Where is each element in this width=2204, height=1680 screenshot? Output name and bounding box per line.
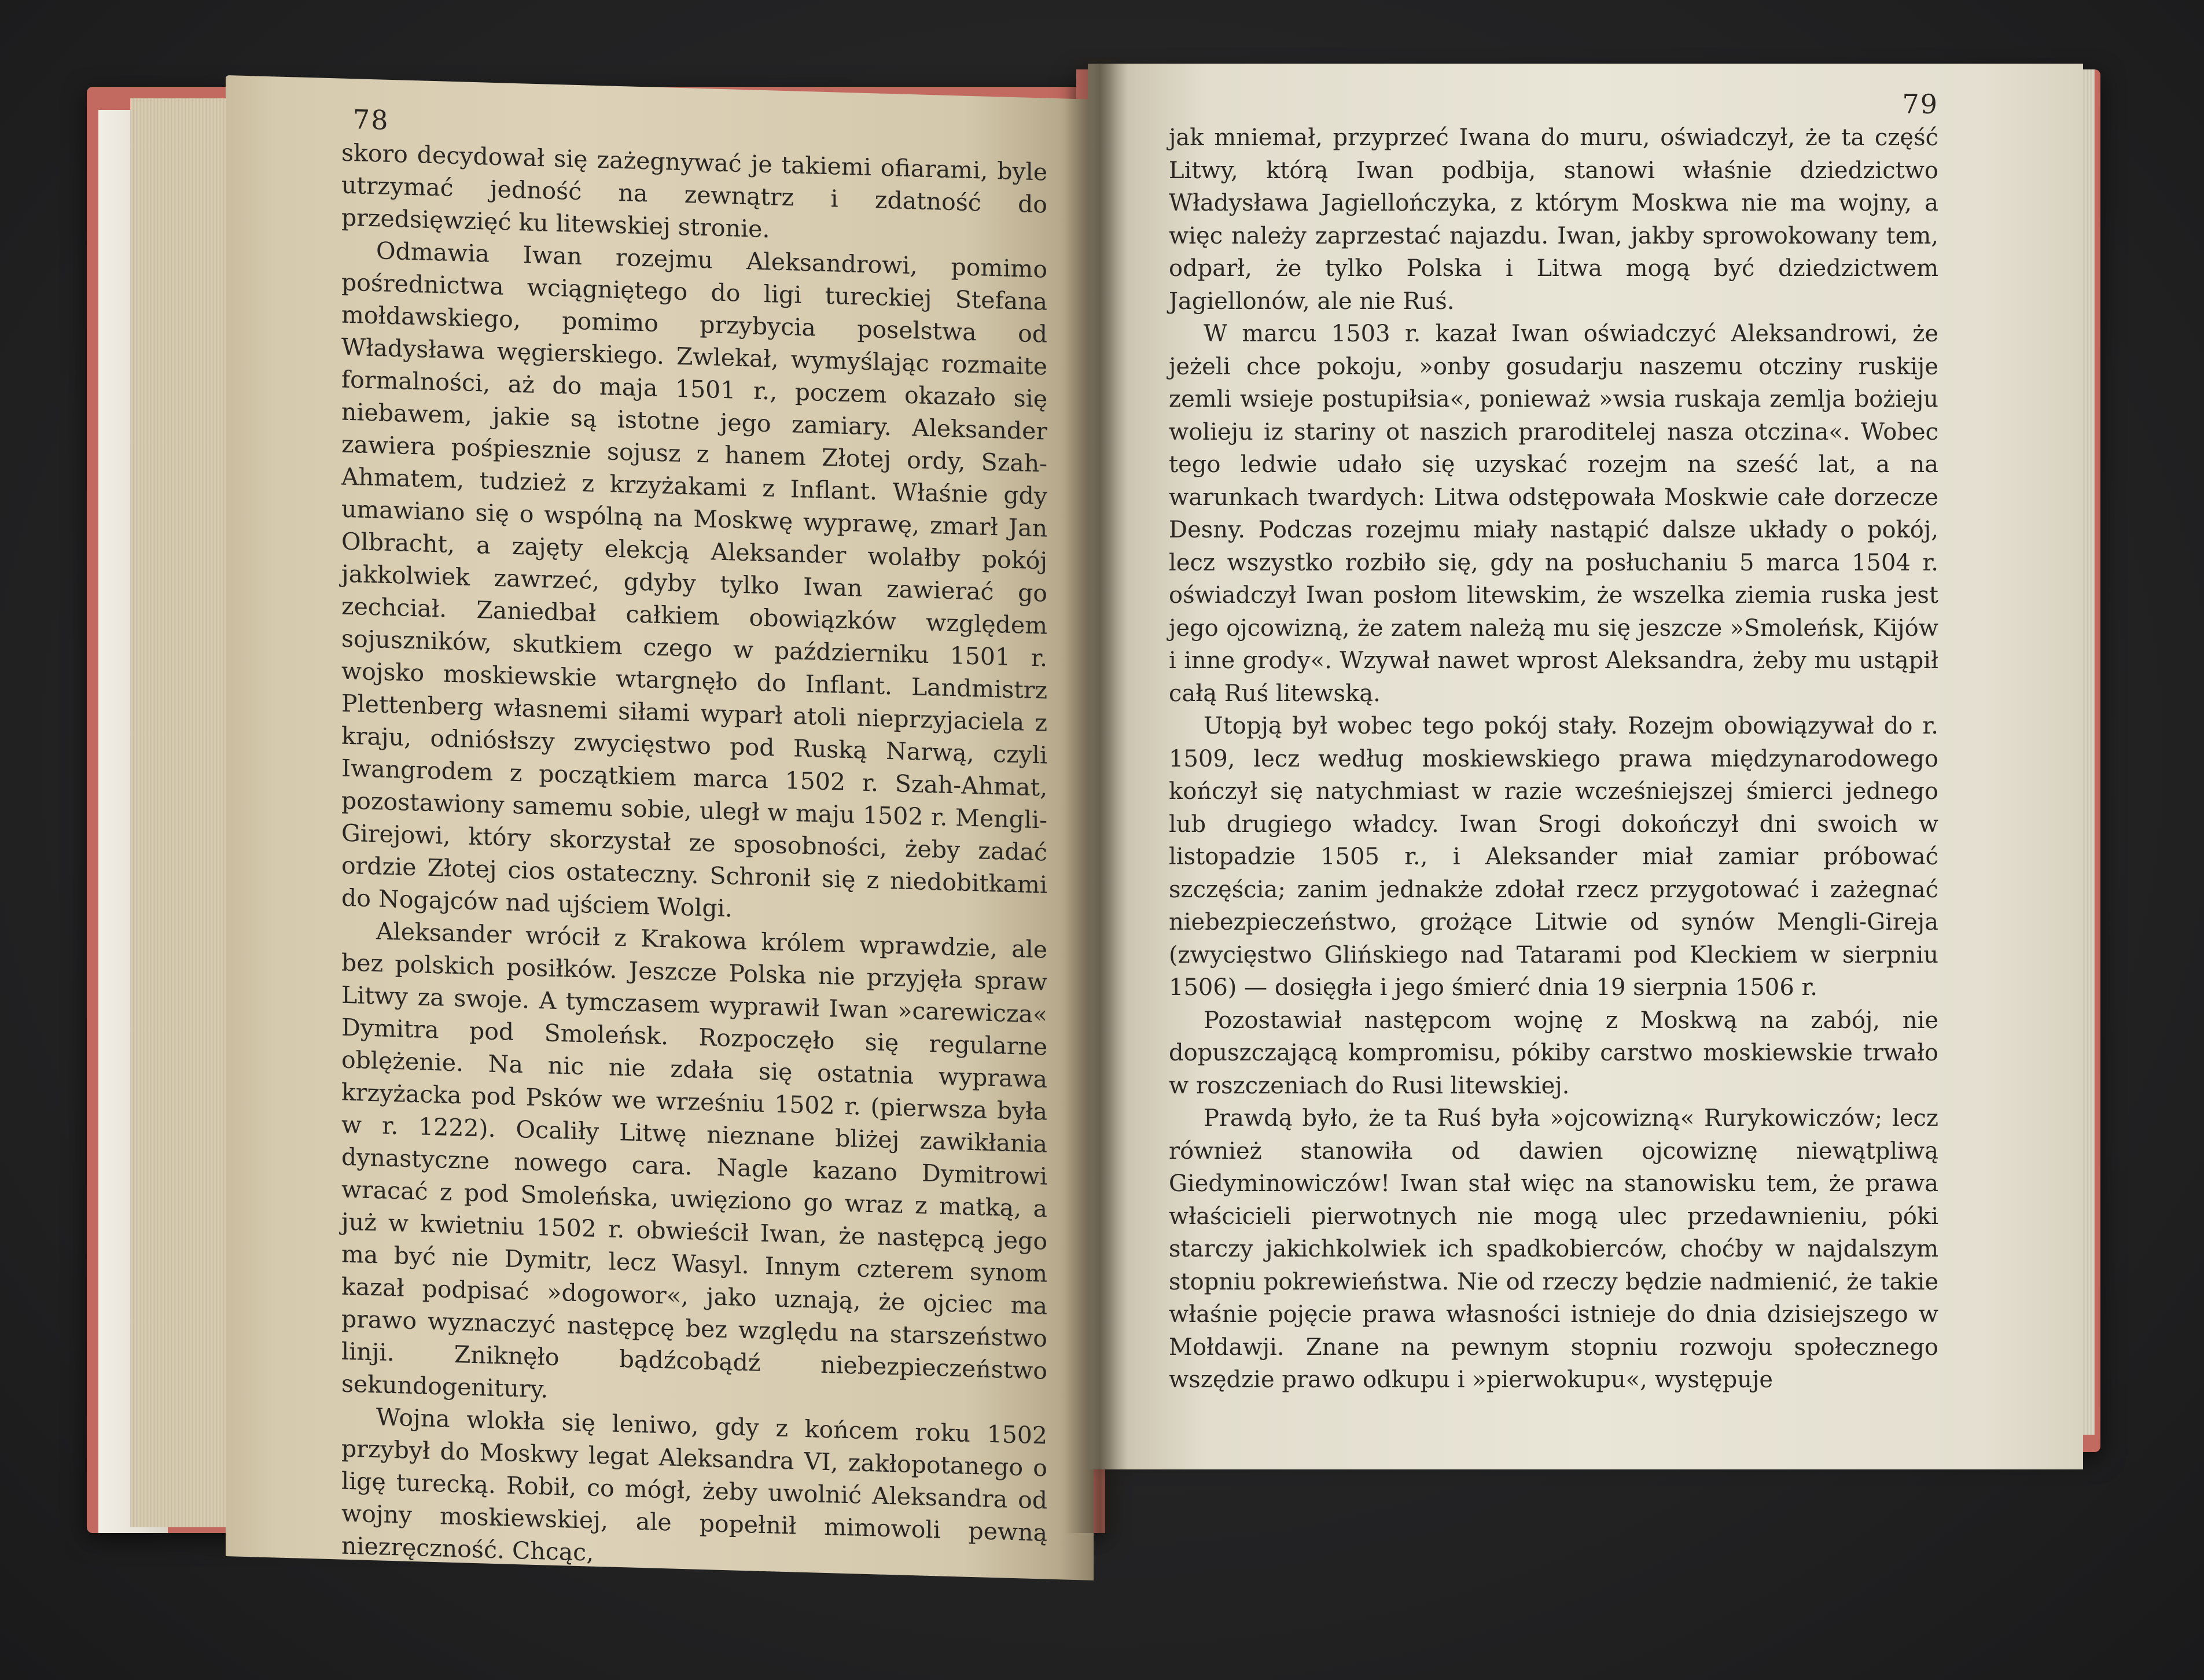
right-page-text [1169,121,1938,1397]
paragraph: skoro decydował się zażegnywać je takiemi ofiarami, byle utrzymać jedność na zewnątrz i zdatność do przedsięwzięć ku litewskiej stronie. [341,138,1047,244]
paragraph: Utopją był wobec tego pokój stały. Rozejm obowiązywał do r. 1509, lecz według moskiewskiego prawa międzynarodowego kończył się natychmiast w razie wcześniejszej śmierci jednego lub drugiego władcy. Iwan Srogi dokończył dni swoich w listopadzie 1505 r., i Aleksander miał zamiar próbować szczęścia; zanim jednakże zdołał rzecz przygotować i zażegnać niebezpieczeństwo, grożące Litwie od synów Mengli-Gireja (zwycięstwo Glińskiego nad Tatarami pod Kleckiem w sierpniu 1506) — dosięgła i jego śmierć dnia 19 sierpnia 1506 r. [1169,713,1938,1001]
paragraph: Aleksander wrócił z Krakowa królem wprawdzie, ale bez polskich posiłków. Jeszcze Polska nie przyjęła spraw Litwy za swoje. A tymczasem wyprawił Iwan »carewicza« Dymitra pod Smoleńsk. Rozpoczęło się regularne oblężenie. Na nic nie zdała się ostatnia wyprawa krzyżacka pod Psków we wrześniu 1502 r. (pierwsza była w r. 1222). Ocaliły Litwę nieznane bliżej zawikłania dynastyczne nowego cara. Nagle kazano Dymitrowi wracać z pod Smoleńska, uwięziono go wraz z matką, a już w kwietniu 1502 r. obwieścił Iwan, że następcą jego ma być nie Dymitr, lecz Wasyl. Innym czterem synom kazał podpisać »dogowor«, jako uznają, że ojciec ma prawo wyznaczyć następcę bez względu na starszeństwo linji. Zniknęło bądźcobądź niebezpieczeństwo sekundogenitury. [341,917,1047,1403]
right-page [1088,64,2083,1469]
paragraph: Wojna wlokła się leniwo, gdy z końcem roku 1502 przybył do Moskwy legat Aleksandra VI, zakłopotanego o ligę turecką. Robił, co mógł, żeby uwolnić Aleksandra od wojny moskiewskiej, ale popełnił mimowoli pewną niezręczność. Chcąc, [341,1403,1047,1567]
paragraph: jak mniemał, przyprzeć Iwana do muru, oświadczył, że ta część Litwy, którą Iwan podbija, stanowi właśnie dziedzictwo Władysława Jagiellończyka, z którym Moskwa nie ma wojny, a więc należy zaprzestać najazdu. Iwan, jakby sprowokowany tem, odparł, że tylko Polska i Litwa mogą być dziedzictwem Jagiellonów, ale nie Ruś. [1169,124,1938,315]
page-block-edge [130,98,229,1527]
paragraph: Odmawia Iwan rozejmu Aleksandrowi, pomimo pośrednictwa wciągniętego do ligi tureckiej Stefana mołdawskiego, pomimo przybycia poselstwa od Władysława węgierskiego. Zwlekał, wymyślając rozmaite formalności, aż do maja 1501 r., poczem okazało się niebawem, jakie są istotne jego zamiary. Aleksander zawiera pośpiesznie sojusz z hanem Złotej ordy, Szah-Ahmatem, tudzież z krzyżakami z Inflant. Właśnie gdy umawiano się o wspólną na Moskwę wyprawę, zmarł Jan Olbracht, a zajęty elekcją Aleksander wolałby pokój jakkolwiek zawrzeć, gdyby tylko Iwan zawierać go zechciał. Zaniedbał całkiem obowiązków względem sojuszników, skutkiem czego w październiku 1501 r. wojsko moskiewskie wtargnęło do Inflant. Landmistrz Plettenberg własnemi siłami wyparł atoli nieprzyjaciela z kraju, odniósłszy zwycięstwo pod Ruską Narwą, czyli Iwangrodem z początkiem marca 1502 r. Szah-Ahmat, pozostawiony samemu sobie, uległ w maju 1502 r. Mengli-Girejowi, który skorzystał ze sposobności, żeby zadać ordzie Złotej cios ostateczny. Schronił się z niedobitkami do Nogajców nad ujściem Wolgi. [341,237,1047,923]
paragraph: W marcu 1503 r. kazał Iwan oświadczyć Aleksandrowi, że jeżeli chce pokoju, »onby gosudarju naszemu otcziny ruskije zemli wsieje postupiłsia«, ponieważ »wsia ruskaja zemlja bożieju wolieju iz stariny ot naszich praroditelej nasza otczina«. Wobec tego ledwie udało się uzyskać rozejm na sześć lat, a na warunkach twardych: Litwa odstępowała Moskwie całe dorzecze Desny. Podczas rozejmu miały nastąpić dalsze układy o pokój, lecz wszystko rozbiło się, gdy na posłuchaniu 5 marca 1504 r. oświadczył Iwan posłom litewskim, że wszelka ziemia ruska jest jego ojcowizną, że zatem należą mu się jeszcze »Smoleńsk, Kijów i inne grody«. Wzywał nawet wprost Aleksandra, żeby mu ustąpił całą Ruś litewską. [1169,320,1938,707]
right-page-number: 79 [1902,89,1938,120]
left-page [226,75,1094,1580]
paragraph: Prawdą było, że ta Ruś była »ojcowizną« Rurykowiczów; lecz również stanowiła od dawien ojcowiznę niewątpliwą Giedyminowiczów! Iwan stał więc na stanowisku tem, że prawa właścicieli pierwotnych nie mogą ulec przedawnieniu, póki starczy jakichkolwiek ich spadkobierców, choćby w najdalszym stopniu pokrewieństwa. Nie od rzeczy będzie nadmienić, że takie właśnie pojęcie prawa własności istnieje do dnia dzisiejszego w Mołdawji. Znane na pewnym stopniu rozwoju społecznego wszędzie prawo odkupu i »pierwokupu«, występuje [1169,1105,1938,1393]
left-page-number: 78 [353,104,389,136]
paragraph: Pozostawiał następcom wojnę z Moskwą na zabój, nie dopuszczającą kompromisu, pókiby carstwo moskiewskie trwało w roszczeniach do Rusi litewskiej. [1169,1007,1938,1099]
left-page-text [341,137,1047,1580]
